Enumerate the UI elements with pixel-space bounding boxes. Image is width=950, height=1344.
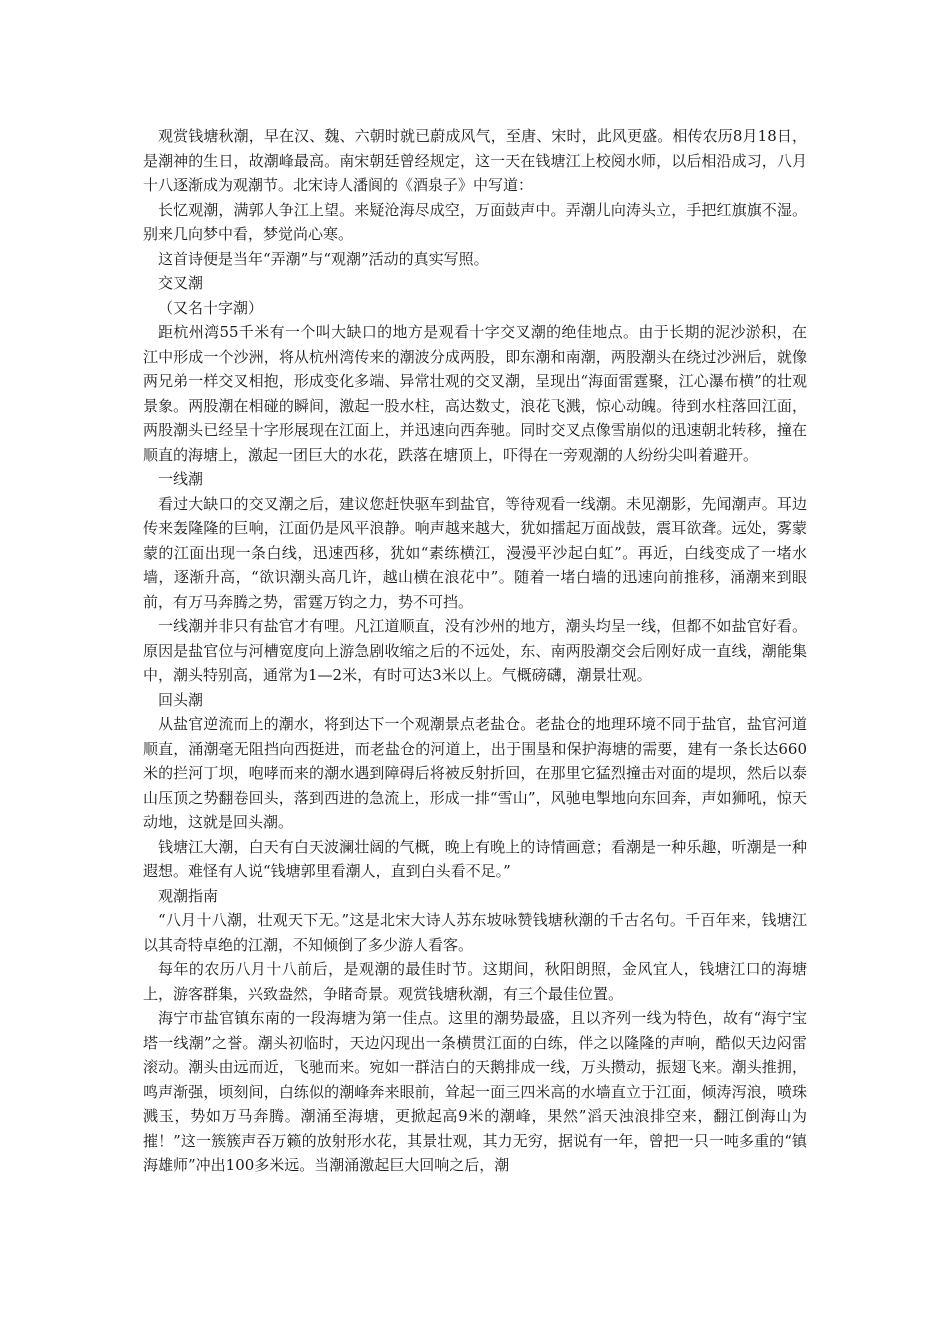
document-body <box>143 124 807 1178</box>
paragraph-return-tide: 从盐官逆流而上的潮水，将到达下一个观潮景点老盐仓。老盐仓的地理环境不同于盐官，盐官河道顺直，涌潮毫无阻挡向西挺进，而老盐仓的河道上，出于围垦和保护海塘的需要，建有一条长达660米的拦河丁坝，咆哮而来的潮水遇到障碍后将被反射折回，在那里它猛烈撞击对面的堤坝，然后以泰山压顶之势翻卷回头，落到西进的急流上，形成一排“雪山”，风驰电掣地向东回奔，声如狮吼，惊天动地，这就是回头潮。 <box>143 715 807 831</box>
paragraph-guide-3: 海宁市盐官镇东南的一段海塘为第一佳点。这里的潮势最盛，且以齐列一线为特色，故有“海宁宝塔一线潮”之誉。潮头初临时，天边闪现出一条横贯江面的白练，伴之以隆隆的声响，酷似天边闷雷滚动。潮头由远而近，飞驰而来。宛如一群洁白的天鹅排成一线，万头攒动，振翅飞来。潮头推拥，鸣声渐强，顷刻间，白练似的潮峰奔来眼前，耸起一面三四米高的水墙直立于江面，倾涛泻浪，喷珠溅玉，势如万马奔腾。潮涌至海塘，更掀起高9米的潮峰，果然”滔天浊浪排空来，翻江倒海山为摧！”这一簇簇声吞万籁的放射形水花，其景壮观，其力无穷，据说有一年，曾把一只一吨多重的“镇海雄师”冲出100多米远。当潮涌激起巨大回响之后，潮 <box>143 1009 807 1174</box>
paragraph-line-tide-1: 看过大缺口的交叉潮之后，建议您赶快驱车到盐官，等待观看一线潮。未见潮影，先闻潮声。耳边传来轰隆隆的巨响，江面仍是风平浪静。响声越来越大，犹如擂起万面战鼓，震耳欲聋。远处，雾蒙蒙的江面出现一条白线，迅速西移，犹如“素练横江，漫漫平沙起白虹”。再近，白线变成了一堵水墙，逐渐升高，“欲识潮头高几许，越山横在浪花中”。随着一堵白墙的迅速向前推移，涌潮来到眼前，有万马奔腾之势，雷霆万钧之力，势不可挡。 <box>143 494 807 611</box>
heading-return-tide: 回头潮 <box>158 690 204 709</box>
subheading-cross-tide-alias: （又名十字潮） <box>158 298 264 317</box>
paragraph-line-tide-2: 一线潮并非只有盐官才有哩。凡江道顺直，没有沙州的地方，潮头均呈一线，但都不如盐官好看。原因是盐官位与河槽宽度向上游急剧收缩之后的不远处，东、南两股潮交会后刚好成一直线，潮能集中，潮头特别高，通常为1—2米，有时可达3米以上。气概磅礴，潮景壮观。 <box>143 617 807 684</box>
paragraph-cross-tide: 距杭州湾55千米有一个叫大缺口的地方是观看十字交叉潮的绝佳地点。由于长期的泥沙淤积，在江中形成一个沙洲，将从杭州湾传来的潮波分成两股，即东潮和南潮，两股潮头在绕过沙洲后，就像两兄弟一样交叉相抱，形成变化多端、异常壮观的交叉潮，呈现出“海面雷霆聚，江心瀑布横”的壮观景象。两股潮在相碰的瞬间，激起一股水柱，高达数丈，浪花飞溅，惊心动魄。待到水柱落回江面，两股潮头已经呈十字形展现在江面上，并迅速向西奔驰。同时交叉点像雪崩似的迅速朝北转移，撞在顺直的海塘上，激起一团巨大的水花，跌落在塘顶上，吓得在一旁观潮的人纷纷尖叫着避开。 <box>143 323 807 464</box>
paragraph-intro: 观赏钱塘秋潮，早在汉、魏、六朝时就已蔚成风气，至唐、宋时，此风更盛。相传农历8月18日，是潮神的生日，故潮峰最高。南宋朝廷曾经规定，这一天在钱塘江上校阅水师，以后相沿成习，八月十八逐渐成为观潮节。北宋诗人潘阆的《酒泉子》中写道： <box>143 127 807 194</box>
heading-line-tide: 一线潮 <box>158 470 204 488</box>
paragraph-guide-1: “八月十八潮，壮观天下无。”这是北宋大诗人苏东坡咏赞钱塘秋潮的千古名句。千百年来，钱塘江以其奇特卓绝的江潮，不知倾倒了多少游人看客。 <box>143 911 807 954</box>
paragraph-poem: 长忆观潮，满郭人争江上望。来疑沧海尽成空，万面鼓声中。弄潮儿向涛头立，手把红旗旗不湿。别来几向梦中看，梦觉尚心寒。 <box>143 200 807 243</box>
paragraph-tide-summary: 钱塘江大潮，白天有白天波澜壮阔的气概，晚上有晚上的诗情画意；看潮是一种乐趣，听潮是一种遐想。难怪有人说“钱塘郭里看潮人，直到白头看不足。” <box>143 837 807 880</box>
paragraph-guide-2: 每年的农历八月十八前后，是观潮的最佳时节。这期间，秋阳朗照，金风宜人，钱塘江口的海塘上，游客群集，兴致盎然，争睹奇景。观赏钱塘秋潮，有三个最佳位置。 <box>143 960 807 1003</box>
heading-viewing-guide: 观潮指南 <box>158 886 219 905</box>
paragraph-poem-note: 这首诗便是当年“弄潮”与“观潮”活动的真实写照。 <box>158 249 489 268</box>
heading-cross-tide: 交叉潮 <box>158 274 204 292</box>
